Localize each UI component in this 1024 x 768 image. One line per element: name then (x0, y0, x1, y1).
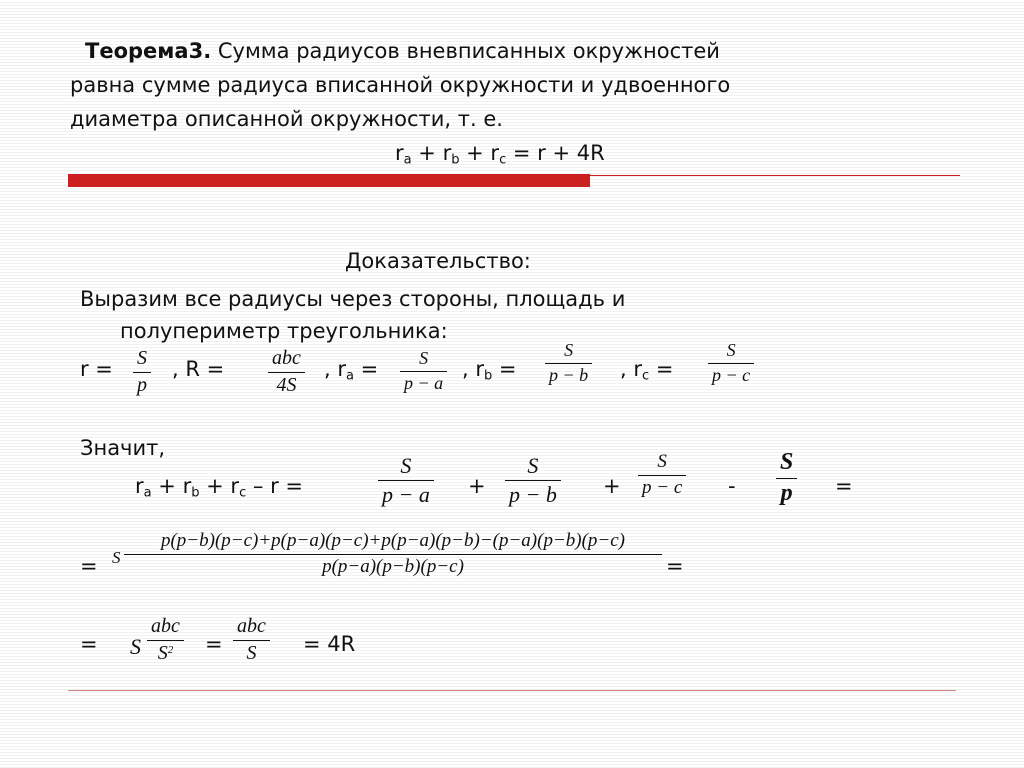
proof-line-1: Выразим все радиусы через стороны, площадь и (80, 287, 626, 311)
red-accent-bar (68, 174, 590, 187)
rc-equals: , $r_c$ = (620, 357, 674, 384)
final-fraction-2: abc S (233, 616, 270, 664)
final-s-factor: S (130, 634, 141, 659)
equals-sign: = (835, 474, 853, 498)
final-fraction-1: abc $S^2$ (147, 616, 184, 664)
fraction-sum-4: S p (776, 450, 797, 506)
big-eq-left: = (80, 554, 98, 578)
fraction-rc: S p − c (708, 341, 754, 385)
final-result: = 4R (303, 632, 356, 656)
big-eq-right: = (666, 554, 684, 578)
ra-equals: , $r_a$ = (324, 357, 379, 384)
fraction-sum-3: S p − c (638, 452, 686, 498)
bottom-divider-line (68, 690, 956, 691)
main-formula: $r_a + r_b + r_c = r + 4R$ (395, 141, 605, 168)
theorem-line-2: равна сумме радиуса вписанной окружности и удвоенного (70, 73, 731, 97)
proof-heading: Доказательство: (345, 249, 531, 273)
theorem-label: Теорема3. (85, 39, 212, 63)
fraction-ra: S p − a (400, 349, 447, 393)
theorem-line-1 (85, 41, 720, 62)
plus-sign-1: + (468, 474, 486, 498)
rb-equals: , $r_b$ = (462, 357, 517, 384)
plus-sign-2: + (603, 474, 621, 498)
minus-sign: - (728, 474, 736, 498)
sum-expression: $r_a + r_b + r_c - r$ = (135, 474, 303, 501)
big-s-factor: S (112, 548, 121, 567)
r-equals: r = (80, 357, 113, 381)
red-divider-line (590, 175, 960, 176)
final-eq-2: = (205, 632, 223, 656)
proof-line-2: полупериметр треугольника: (120, 319, 448, 343)
znachit-label: Значит, (80, 436, 166, 460)
fraction-r: S p (133, 348, 151, 396)
fraction-sum-1: S p − a (378, 454, 434, 506)
theorem-text-1: Сумма радиусов вневписанных окружностей (211, 39, 720, 63)
theorem-line-3: диаметра описанной окружности, т. е. (70, 107, 503, 131)
R-equals: , R = (172, 357, 225, 381)
final-eq-1: = (80, 632, 98, 656)
fraction-rb: S p − b (545, 341, 592, 385)
fraction-R: abc 4S (268, 348, 305, 396)
big-fraction: p(p−b)(p−c)+p(p−a)(p−c)+p(p−a)(p−b)−(p−a)(p−b)(p−c) p(p−a)(p−b)(p−c) (124, 531, 662, 577)
fraction-sum-2: S p − b (505, 454, 561, 506)
